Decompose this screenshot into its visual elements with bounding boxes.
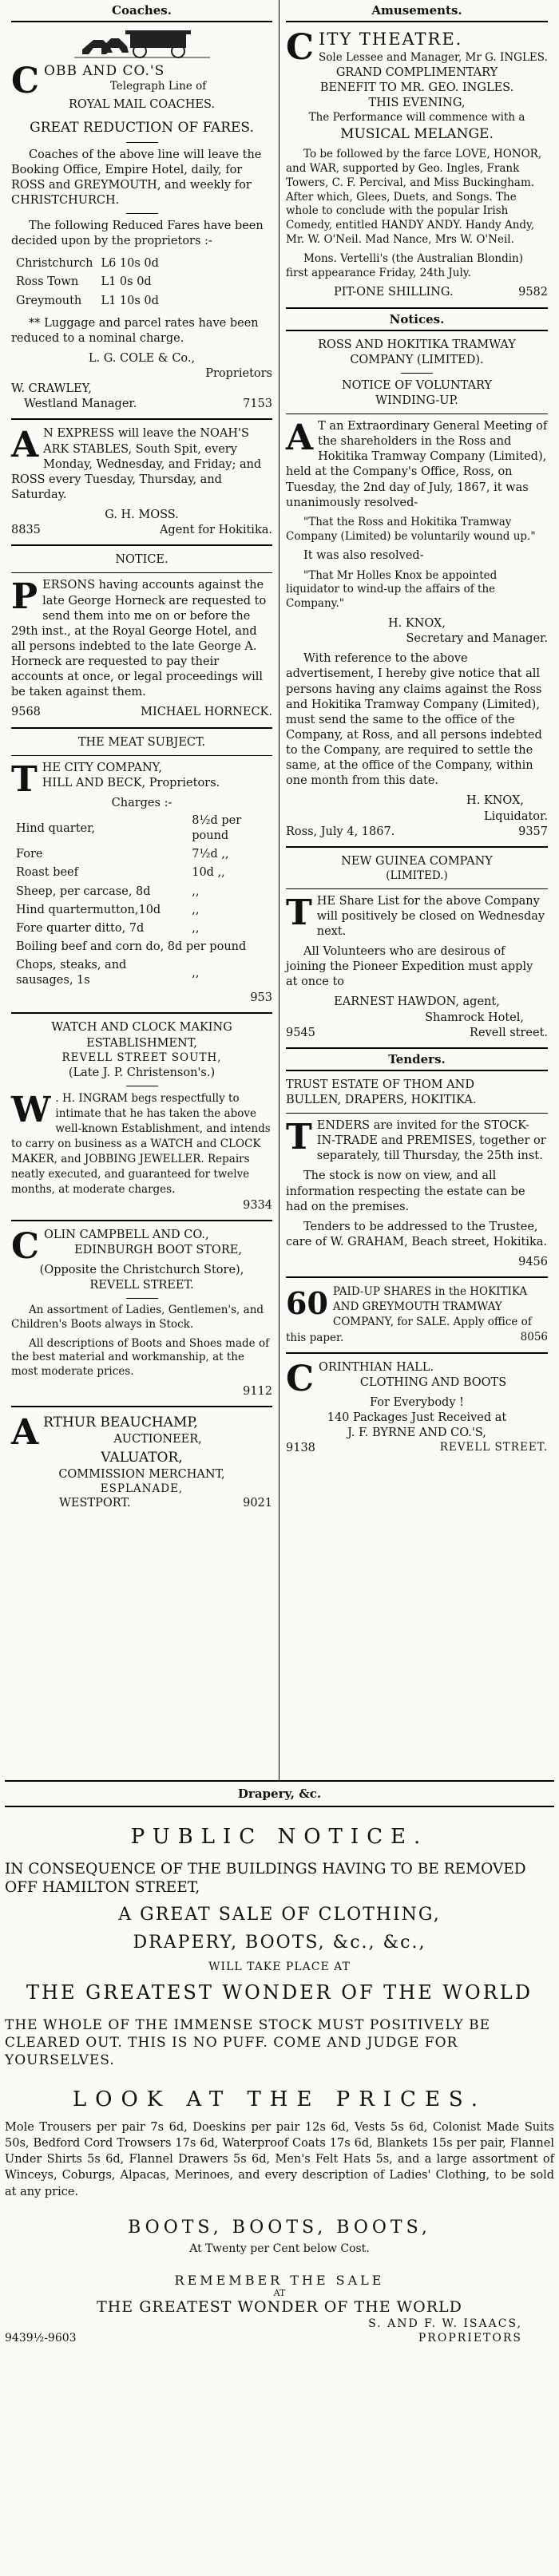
table-row: Boiling beef and corn do, 8d per pound bbox=[16, 940, 247, 953]
coach-illustration-icon bbox=[74, 29, 210, 59]
ad-notice-horneck: NOTICE. P ERSONS having accounts against the late George Horneck are requested to send them into me on or before the 29th inst., at the Royal George Hotel, and all persons indebted to the late George A. Horneck are requested to pay their accounts at once, or legal proceedings will be taken against them. 9568 MICHAEL HORNECK. bbox=[11, 546, 272, 728]
two-column-section bbox=[5, 0, 554, 1780]
table-row: Fore 7½d ,, bbox=[16, 848, 229, 861]
public-notice-title: PUBLIC NOTICE. bbox=[130, 1825, 429, 1849]
section-header-drapery: Drapery, &c. bbox=[5, 1780, 554, 1807]
left-column bbox=[5, 0, 280, 1780]
ad-cobb-and-co: COBB AND CO.'S Telegraph Line of ROYAL MAIL COACHES. GREAT REDUCTION OF FARES. Coaches of the above line will leave the Booking Office, Empire Hotel, daily, for ROSS and GREYMOUTH, and weekly for CHRISTCHURCH. The following Reduced Fares have been decided upon by the proprietors :- Christchurch L6 10s 0d Ross Town L1 0s 0d Greymouth L1 10s 0d ** Luggage and parcel rates have been reduced to a nominal charge. L. G. COLE & Co., Proprietors W. CRAWLEY, Westland Manager. 7153 bbox=[11, 22, 272, 420]
section-header-tenders: Tenders. bbox=[286, 1049, 548, 1071]
table-row: Hind quarter, 8½d per pound bbox=[16, 814, 242, 843]
table-row: Ross Town L1 0s 0d bbox=[16, 275, 152, 289]
ad-arthur-beauchamp: ARTHUR BEAUCHAMP, AUCTIONEER, VALUATOR, COMMISSION MERCHANT, ESPLANADE, WESTPORT. 9021 bbox=[11, 1412, 272, 1510]
ad-meat-subject: THE MEAT SUBJECT. THE CITY COMPANY, HILL AND BECK, Proprietors. Charges :- Hind quarter, 8½d per pound Fore 7½d ,, Roast beef 10d ,, Sheep, per carcase, 8d ,, Hind quartermutton,10d ,, Fore quarter ditto, 7d ,, Boiling beef and corn do, 8d per pound Chops, steaks, and sausages, 1s ,, 953 bbox=[11, 729, 272, 1015]
section-header-coaches: Coaches. bbox=[11, 0, 272, 22]
ad-watch-clock: WATCH AND CLOCK MAKING ESTABLISHMENT, REVELL STREET SOUTH, (Late J. P. Christenson's.) W . H. INGRAM begs respectfully to intimate that he has taken the above well-known Establishment, and intends to carry on business as a WATCH and CLOCK MAKER, and JOBBING JEWELLER. Repairs neatly executed, and guaranteed for twelve months, at moderate charges. 9334 bbox=[11, 1014, 272, 1221]
ad-new-guinea-company: NEW GUINEA COMPANY (LIMITED.) T HE Share List for the above Company will positively be closed on Wednesday next. All Volunteers who are desirous of joining the Pioneer Expedition must apply at once to EARNEST HAWDON, agent, Shamrock Hotel, 9545 Revell street. bbox=[286, 848, 548, 1049]
ad-colin-campbell: COLIN CAMPBELL AND CO., EDINBURGH BOOT STORE, (Opposite the Christchurch Store), REVELL STREET. An assortment of Ladies, Gentlemen's, and Children's Boots always in Stock. All descriptions of Boots and Shoes made of the best material and workmanship, at the most moderate prices. 9112 bbox=[11, 1221, 272, 1407]
ad-corinthian-hall: CORINTHIAN HALL. CLOTHING AND BOOTS For Everybody ! 140 Packages Just Received at J. F. BYRNE AND CO.'S, 9138 REVELL STREET. bbox=[286, 1358, 548, 1455]
table-row: Chops, steaks, and sausages, 1s ,, bbox=[16, 959, 200, 987]
meat-prices-table bbox=[11, 811, 272, 991]
table-row: Sheep, per carcase, 8d ,, bbox=[16, 884, 200, 898]
table-row: Hind quartermutton,10d ,, bbox=[16, 903, 200, 916]
ad-tramway-winding-up: ROSS AND HOKITIKA TRAMWAY COMPANY (LIMITED). NOTICE OF VOLUNTARY WINDING-UP. A T an Extraordinary General Meeting of the shareholders in the Ross and Hokitika Tramway Company (Limited), held at the Company's Office, Ross, on Tuesday, the 2nd day of July, 1867, it was unanimously resolved- "That the Ross and Hokitika Tramway Company (Limited) be voluntarily wound up." It was also resolved- "That Mr Holles Knox be appointed liquidator to wind-up the affairs of the Company." H. KNOX, Secretary and Manager. With reference to the above advertisement, I hereby give notice that all persons having any claims against the Ross and Hokitika Tramway Company (Limited), must send the same to the office of the Company, at Ross, and all persons indebted to the Company, are required to settle the same, at the office of the Company, within one month from this date. H. KNOX, Liquidator. Ross, July 4, 1867. 9357 bbox=[286, 331, 548, 848]
ad-express: A N EXPRESS will leave the NOAH'S ARK STABLES, South Spit, every Monday, Wednesday, and Friday; and ROSS every Tuesday, Thursday, and Saturday. G. H. MOSS. 8835 Agent for Hokitika. bbox=[11, 420, 272, 546]
ad-paid-up-shares: 60 PAID-UP SHARES in the HOKITIKA AND GREYMOUTH TRAMWAY COMPANY, for SALE. Apply office of this paper. 8056 bbox=[286, 1278, 548, 1354]
table-row: Roast beef 10d ,, bbox=[16, 866, 225, 880]
ad-trust-estate: TRUST ESTATE OF THOM AND BULLEN, DRAPERS, HOKITIKA. T ENDERS are invited for the STOCK-IN-TRADE and PREMISES, together or separately, till Thursday, the 25th inst. The stock is now on view, and all information respecting the estate can be had on the premises. Tenders to be addressed to the Trustee, care of W. GRAHAM, Beach street, Hokitika. 9456 bbox=[286, 1071, 548, 1278]
table-row: Fore quarter ditto, 7d ,, bbox=[16, 921, 200, 935]
fares-table bbox=[11, 254, 164, 311]
drapery-section: Drapery, &c. PUBLIC NOTICE. IN CONSEQUENCE OF THE BUILDINGS HAVING TO BE REMOVED OFF HAMILTON STREET, A GREAT SALE OF CLOTHING, DRAPERY, BOOTS, &c., &c., WILL TAKE PLACE AT THE GREATEST WONDER OF THE WORLD THE WHOLE OF THE IMMENSE STOCK MUST POSITIVELY BE CLEARED OUT. THIS IS NO PUFF. COME AND JUDGE FOR YOURSELVES. LOOK AT THE PRICES. Mole Trousers per pair 7s 6d, Doeskins per pair 12s 6d, Vests 5s 6d, Colonist Made Suits 50s, Bedford Cord Trowsers 17s 6d, Waterproof Coats 17s 6d, Blankets 15s per pair, Flannel Under Shirts 5s 6d, Flannel Drawers 5s 6d, Men's Felt Hats 5s, and a large assortment of Winceys, Coburgs, Alpacas, Merinoes, and every description of Ladies' Clothing, to be sold at any price. BOOTS, BOOTS, BOOTS, At Twenty per Cent below Cost. REMEMBER THE SALE AT THE GREATEST WONDER OF THE WORLD S. AND F. W. ISAACS, 9439½-9603 PROPRIETORS bbox=[5, 1780, 554, 2345]
right-column bbox=[280, 0, 554, 1780]
section-header-notices: Notices. bbox=[286, 309, 548, 331]
table-row: Christchurch L6 10s 0d bbox=[16, 257, 159, 271]
ad-city-theatre: CITY THEATRE. Sole Lessee and Manager, Mr G. INGLES. GRAND COMPLIMENTARY BENEFIT TO MR. GEO. INGLES. THIS EVENING, The Performance will commence with a MUSICAL MELANGE. To be followed by the farce LOVE, HONOR, and WAR, supported by Geo. Ingles, Frank Towers, C. F. Percival, and Miss Buckingham. After which, Glees, Duets, and Songs. The whole to conclude with the popular Irish Comedy, entitled HANDY ANDY. Handy Andy, Mr. W. O'Neil. Mad Nance, Mrs W. O'Neil. Mons. Vertelli's (the Australian Blondin) first appearance Friday, 24th July. PIT-ONE SHILLING. 9582 bbox=[286, 22, 548, 309]
table-row: Greymouth L1 10s 0d bbox=[16, 294, 159, 307]
section-header-amusements: Amusements. bbox=[286, 0, 548, 22]
